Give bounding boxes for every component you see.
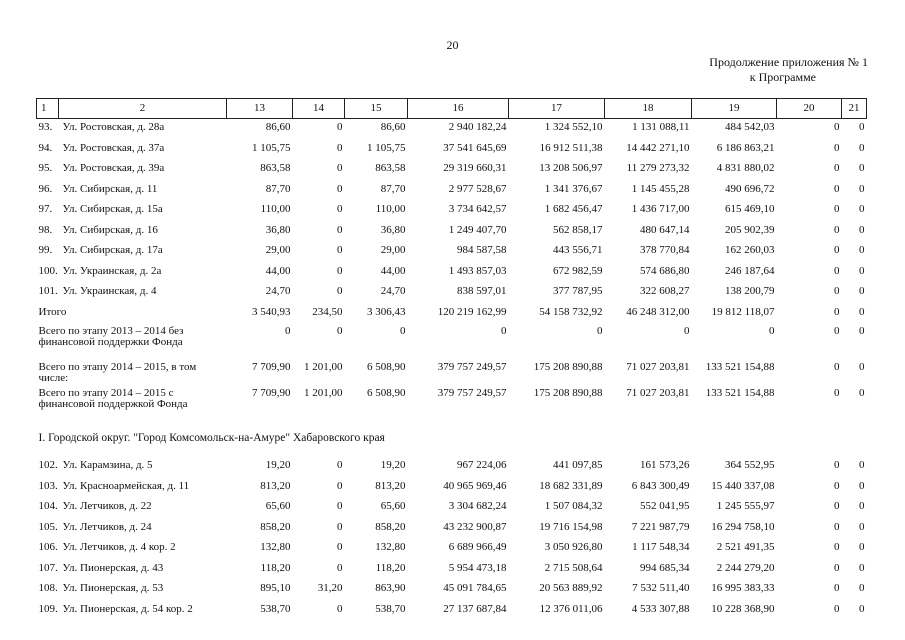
cell-13: 1 105,75 bbox=[252, 141, 291, 154]
row-index: 109. bbox=[38, 602, 58, 615]
cell-13: 3 540,93 bbox=[252, 305, 291, 318]
cell-15: 3 306,43 bbox=[367, 305, 406, 318]
cell-20: 0 bbox=[834, 305, 840, 318]
table-row bbox=[37, 498, 867, 519]
summary-label: Всего по этапу 2014 – 2015 с финансовой поддержкой Фонда bbox=[38, 387, 188, 410]
row-index: 98. bbox=[38, 223, 53, 236]
cell-16: 2 940 182,24 bbox=[448, 121, 507, 133]
address-name: Ул. Пионерская, д. 43 bbox=[62, 561, 164, 574]
cell-14: 0 bbox=[337, 223, 343, 236]
cell-20: 0 bbox=[834, 387, 840, 399]
cell-20: 0 bbox=[834, 520, 840, 533]
cell-14: 0 bbox=[337, 162, 343, 174]
cell-18: 71 027 203,81 bbox=[626, 361, 690, 373]
address-name: Ул. Сибирская, д. 16 bbox=[62, 223, 158, 236]
cell-21: 0 bbox=[859, 141, 865, 154]
cell-13: 895,10 bbox=[260, 582, 291, 594]
cell-18: 378 770,84 bbox=[640, 244, 690, 256]
column-header: 16 bbox=[408, 99, 509, 119]
cell-19: 133 521 154,88 bbox=[705, 361, 775, 373]
cell-17: 54 158 732,92 bbox=[539, 305, 603, 318]
cell-17: 672 982,59 bbox=[553, 264, 603, 277]
summary-row bbox=[37, 360, 867, 386]
column-header: 14 bbox=[293, 99, 345, 119]
cell-18: 7 532 511,40 bbox=[632, 582, 690, 594]
cell-14: 0 bbox=[337, 479, 343, 492]
table-row bbox=[37, 457, 867, 478]
cell-21: 0 bbox=[859, 121, 865, 133]
cell-20: 0 bbox=[834, 244, 840, 256]
cell-17: 377 787,95 bbox=[553, 285, 603, 297]
cell-13: 36,80 bbox=[265, 223, 291, 236]
continuation-line-1: Продолжение приложения № 1 bbox=[709, 55, 868, 69]
address-name: Ул. Летчиков, д. 24 bbox=[62, 520, 152, 533]
cell-16: 379 757 249,57 bbox=[437, 361, 507, 373]
cell-16: 2 977 528,67 bbox=[448, 182, 507, 195]
cell-19: 615 469,10 bbox=[725, 203, 775, 215]
address-name: Ул. Пионерская, д. 53 bbox=[62, 582, 164, 594]
cell-17: 18 682 331,89 bbox=[539, 479, 603, 492]
cell-15: 29,00 bbox=[380, 244, 406, 256]
cell-18: 322 608,27 bbox=[640, 285, 690, 297]
cell-19: 15 440 337,08 bbox=[711, 479, 775, 492]
cell-21: 0 bbox=[859, 305, 865, 318]
cell-15: 1 105,75 bbox=[367, 141, 406, 154]
cell-13: 858,20 bbox=[260, 520, 291, 533]
address-name: Ул. Ростовская, д. 37а bbox=[62, 141, 165, 154]
cell-15: 6 508,90 bbox=[367, 361, 406, 373]
cell-13: 813,20 bbox=[260, 479, 291, 492]
table-row bbox=[37, 201, 867, 222]
table-row bbox=[37, 601, 867, 622]
cell-14: 1 201,00 bbox=[304, 361, 343, 373]
cell-19: 16 294 758,10 bbox=[711, 520, 775, 533]
cell-16: 6 689 966,49 bbox=[448, 541, 507, 553]
row-index: 94. bbox=[38, 141, 53, 154]
table-row bbox=[37, 560, 867, 581]
cell-19: 19 812 118,07 bbox=[711, 305, 775, 318]
cell-20: 0 bbox=[834, 325, 840, 337]
cell-20: 0 bbox=[834, 285, 840, 297]
section-title-row bbox=[37, 422, 867, 457]
cell-14: 0 bbox=[337, 264, 343, 277]
cell-19: 10 228 368,90 bbox=[711, 602, 775, 615]
cell-16: 29 319 660,31 bbox=[443, 162, 507, 174]
cell-21: 0 bbox=[859, 285, 865, 297]
cell-21: 0 bbox=[859, 520, 865, 533]
cell-19: 133 521 154,88 bbox=[705, 387, 775, 399]
cell-15: 863,58 bbox=[375, 162, 406, 174]
cell-20: 0 bbox=[834, 361, 840, 373]
row-index: 102. bbox=[38, 459, 58, 471]
cell-21: 0 bbox=[859, 602, 865, 615]
table-row bbox=[37, 478, 867, 499]
cell-20: 0 bbox=[834, 582, 840, 594]
cell-19: 6 186 863,21 bbox=[716, 141, 775, 154]
cell-19: 16 995 383,33 bbox=[711, 582, 775, 594]
table-row bbox=[37, 119, 867, 140]
cell-20: 0 bbox=[834, 203, 840, 215]
cell-14: 31,20 bbox=[317, 582, 343, 594]
cell-20: 0 bbox=[834, 602, 840, 615]
summary-label: Всего по этапу 2013 – 2014 без финансовой поддержки Фонда bbox=[38, 325, 184, 348]
cell-15: 118,20 bbox=[375, 561, 406, 574]
cell-18: 4 533 307,88 bbox=[631, 602, 690, 615]
table-row bbox=[37, 140, 867, 161]
cell-19: 364 552,95 bbox=[725, 459, 775, 471]
cell-16: 37 541 645,69 bbox=[443, 141, 507, 154]
cell-18: 46 248 312,00 bbox=[626, 305, 690, 318]
cell-16: 43 232 900,87 bbox=[443, 520, 507, 533]
cell-13: 86,60 bbox=[265, 121, 291, 133]
cell-17: 1 682 456,47 bbox=[544, 203, 603, 215]
address-name: Ул. Летчиков, д. 4 кор. 2 bbox=[62, 541, 176, 553]
cell-18: 1 436 717,00 bbox=[631, 203, 690, 215]
cell-16: 27 137 687,84 bbox=[443, 602, 507, 615]
cell-18: 6 843 300,49 bbox=[631, 479, 690, 492]
cell-20: 0 bbox=[834, 264, 840, 277]
cell-17: 20 563 889,92 bbox=[539, 582, 603, 594]
cell-14: 0 bbox=[337, 561, 343, 574]
cell-19: 2 521 491,35 bbox=[716, 541, 775, 553]
cell-14: 1 201,00 bbox=[304, 387, 343, 399]
cell-17: 443 556,71 bbox=[553, 244, 603, 256]
cell-18: 7 221 987,79 bbox=[631, 520, 690, 533]
row-index: 104. bbox=[38, 500, 58, 512]
total-label: Итого bbox=[38, 305, 67, 318]
row-index: 103. bbox=[38, 479, 58, 492]
cell-17: 1 507 084,32 bbox=[544, 500, 603, 512]
cell-15: 19,20 bbox=[380, 459, 406, 471]
cell-16: 5 954 473,18 bbox=[448, 561, 507, 574]
column-header: 18 bbox=[605, 99, 692, 119]
cell-20: 0 bbox=[834, 223, 840, 236]
cell-14: 0 bbox=[337, 520, 343, 533]
cell-16: 967 224,06 bbox=[457, 459, 507, 471]
cell-15: 6 508,90 bbox=[367, 387, 406, 399]
cell-15: 65,60 bbox=[380, 500, 406, 512]
address-name: Ул. Пионерская, д. 54 кор. 2 bbox=[62, 602, 193, 615]
cell-21: 0 bbox=[859, 459, 865, 471]
row-index: 97. bbox=[38, 203, 53, 215]
cell-16: 379 757 249,57 bbox=[437, 387, 507, 399]
cell-21: 0 bbox=[859, 561, 865, 574]
cell-13: 87,70 bbox=[265, 182, 291, 195]
cell-21: 0 bbox=[859, 162, 865, 174]
table-row bbox=[37, 539, 867, 560]
cell-16: 1 493 857,03 bbox=[448, 264, 507, 277]
cell-15: 858,20 bbox=[375, 520, 406, 533]
address-name: Ул. Украинская, д. 4 bbox=[62, 285, 157, 297]
cell-17: 19 716 154,98 bbox=[539, 520, 603, 533]
cell-17: 175 208 890,88 bbox=[533, 387, 603, 399]
cell-18: 14 442 271,10 bbox=[626, 141, 690, 154]
cell-19: 484 542,03 bbox=[725, 121, 775, 133]
cell-15: 36,80 bbox=[380, 223, 406, 236]
cell-16: 45 091 784,65 bbox=[443, 582, 507, 594]
cell-15: 87,70 bbox=[380, 182, 406, 195]
table-row bbox=[37, 283, 867, 304]
row-index: 101. bbox=[38, 285, 58, 297]
row-index: 107. bbox=[38, 561, 58, 574]
cell-16: 1 249 407,70 bbox=[448, 223, 507, 236]
cell-13: 538,70 bbox=[260, 602, 291, 615]
cell-15: 0 bbox=[400, 325, 406, 337]
cell-17: 2 715 508,64 bbox=[544, 561, 603, 574]
cell-18: 552 041,95 bbox=[640, 500, 690, 512]
cell-20: 0 bbox=[834, 500, 840, 512]
cell-19: 0 bbox=[769, 325, 775, 337]
address-name: Ул. Летчиков, д. 22 bbox=[62, 500, 152, 512]
address-name: Ул. Красноармейская, д. 11 bbox=[62, 479, 190, 492]
cell-14: 0 bbox=[337, 459, 343, 471]
cell-16: 120 219 162,99 bbox=[437, 305, 507, 318]
cell-16: 3 734 642,57 bbox=[448, 203, 507, 215]
cell-13: 44,00 bbox=[265, 264, 291, 277]
cell-14: 0 bbox=[337, 500, 343, 512]
table-row bbox=[37, 181, 867, 202]
column-header: 2 bbox=[59, 99, 227, 119]
row-index: 105. bbox=[38, 520, 58, 533]
cell-15: 813,20 bbox=[375, 479, 406, 492]
cell-20: 0 bbox=[834, 141, 840, 154]
table-row bbox=[37, 580, 867, 601]
cell-19: 162 260,03 bbox=[725, 244, 775, 256]
cell-15: 24,70 bbox=[380, 285, 406, 297]
summary-label: Всего по этапу 2014 – 2015, в том числе: bbox=[38, 361, 197, 384]
cell-15: 538,70 bbox=[375, 602, 406, 615]
cell-14: 0 bbox=[337, 182, 343, 195]
cell-18: 1 117 548,34 bbox=[632, 541, 690, 553]
cell-17: 562 858,17 bbox=[553, 223, 603, 236]
cell-13: 65,60 bbox=[265, 500, 291, 512]
cell-16: 838 597,01 bbox=[457, 285, 507, 297]
cell-14: 0 bbox=[337, 602, 343, 615]
cell-18: 1 145 455,28 bbox=[631, 182, 690, 195]
cell-20: 0 bbox=[834, 479, 840, 492]
cell-13: 24,70 bbox=[265, 285, 291, 297]
cell-15: 44,00 bbox=[380, 264, 406, 277]
cell-19: 1 245 555,97 bbox=[716, 500, 775, 512]
cell-13: 29,00 bbox=[265, 244, 291, 256]
address-name: Ул. Ростовская, д. 28а bbox=[62, 121, 165, 133]
table-row bbox=[37, 160, 867, 181]
row-index: 93. bbox=[38, 121, 53, 133]
cell-13: 863,58 bbox=[260, 162, 291, 174]
column-header: 21 bbox=[842, 99, 867, 119]
cell-18: 1 131 088,11 bbox=[632, 121, 690, 133]
cell-21: 0 bbox=[859, 361, 865, 373]
row-index: 96. bbox=[38, 182, 53, 195]
cell-15: 132,80 bbox=[375, 541, 406, 553]
cell-15: 110,00 bbox=[375, 203, 406, 215]
cell-14: 234,50 bbox=[312, 305, 343, 318]
column-header: 15 bbox=[345, 99, 408, 119]
cell-13: 7 709,90 bbox=[252, 361, 291, 373]
cell-20: 0 bbox=[834, 182, 840, 195]
cell-18: 71 027 203,81 bbox=[626, 387, 690, 399]
cell-17: 441 097,85 bbox=[553, 459, 603, 471]
cell-21: 0 bbox=[859, 500, 865, 512]
table-header-row bbox=[37, 99, 867, 119]
cell-17: 1 324 552,10 bbox=[544, 121, 603, 133]
cell-18: 480 647,14 bbox=[640, 223, 690, 236]
cell-18: 994 685,34 bbox=[640, 561, 690, 574]
cell-21: 0 bbox=[859, 479, 865, 492]
cell-21: 0 bbox=[859, 203, 865, 215]
cell-17: 0 bbox=[597, 325, 603, 337]
cell-19: 205 902,39 bbox=[725, 223, 775, 236]
cell-21: 0 bbox=[859, 264, 865, 277]
cell-19: 2 244 279,20 bbox=[716, 561, 775, 574]
cell-13: 0 bbox=[285, 325, 291, 337]
page-number: 20 bbox=[446, 38, 459, 52]
cell-14: 0 bbox=[337, 285, 343, 297]
cell-14: 0 bbox=[337, 203, 343, 215]
row-index: 100. bbox=[38, 264, 58, 277]
cell-15: 863,90 bbox=[375, 582, 406, 594]
cell-21: 0 bbox=[859, 182, 865, 195]
cell-21: 0 bbox=[859, 244, 865, 256]
total-row bbox=[37, 304, 867, 325]
table-row bbox=[37, 242, 867, 263]
cell-16: 3 304 682,24 bbox=[448, 500, 507, 512]
column-header: 13 bbox=[227, 99, 293, 119]
column-header: 20 bbox=[777, 99, 842, 119]
cell-15: 86,60 bbox=[380, 121, 406, 133]
table-row bbox=[37, 263, 867, 284]
cell-17: 16 912 511,38 bbox=[539, 141, 603, 154]
summary-row bbox=[37, 324, 867, 360]
cell-19: 4 831 880,02 bbox=[716, 162, 775, 174]
address-name: Ул. Ростовская, д. 39а bbox=[62, 162, 165, 174]
cell-14: 0 bbox=[337, 141, 343, 154]
cell-17: 13 208 506,97 bbox=[539, 162, 603, 174]
cell-21: 0 bbox=[859, 541, 865, 553]
row-index: 108. bbox=[38, 582, 58, 594]
row-index: 106. bbox=[38, 541, 58, 553]
address-name: Ул. Украинская, д. 2а bbox=[62, 264, 162, 277]
cell-17: 3 050 926,80 bbox=[544, 541, 603, 553]
column-header: 19 bbox=[692, 99, 777, 119]
cell-16: 984 587,58 bbox=[457, 244, 507, 256]
cell-18: 0 bbox=[684, 325, 690, 337]
column-header: 1 bbox=[37, 99, 59, 119]
cell-14: 0 bbox=[337, 325, 343, 337]
program-table bbox=[36, 98, 867, 621]
summary-row bbox=[37, 386, 867, 422]
cell-18: 161 573,26 bbox=[640, 459, 690, 471]
cell-20: 0 bbox=[834, 121, 840, 133]
cell-21: 0 bbox=[859, 582, 865, 594]
cell-20: 0 bbox=[834, 561, 840, 574]
cell-19: 490 696,72 bbox=[725, 182, 775, 195]
cell-21: 0 bbox=[859, 223, 865, 236]
cell-13: 132,80 bbox=[260, 541, 291, 553]
cell-14: 0 bbox=[337, 541, 343, 553]
cell-14: 0 bbox=[337, 244, 343, 256]
cell-20: 0 bbox=[834, 162, 840, 174]
row-index: 95. bbox=[38, 162, 53, 174]
cell-13: 7 709,90 bbox=[252, 387, 291, 399]
cell-13: 110,00 bbox=[260, 203, 291, 215]
cell-18: 11 279 273,32 bbox=[626, 162, 690, 174]
address-name: Ул. Сибирская, д. 17а bbox=[62, 244, 163, 256]
cell-20: 0 bbox=[834, 541, 840, 553]
address-name: Ул. Карамзина, д. 5 bbox=[62, 459, 153, 471]
cell-13: 118,20 bbox=[260, 561, 291, 574]
cell-21: 0 bbox=[859, 387, 865, 399]
cell-20: 0 bbox=[834, 459, 840, 471]
address-name: Ул. Сибирская, д. 15а bbox=[62, 203, 163, 215]
cell-16: 0 bbox=[501, 325, 507, 337]
row-index: 99. bbox=[38, 244, 53, 256]
section-title: I. Городской округ. "Город Комсомольск-на-Амуре" Хабаровского края bbox=[38, 432, 385, 444]
table-row bbox=[37, 519, 867, 540]
address-name: Ул. Сибирская, д. 11 bbox=[62, 182, 158, 195]
cell-19: 138 200,79 bbox=[725, 285, 775, 297]
cell-16: 40 965 969,46 bbox=[443, 479, 507, 492]
cell-13: 19,20 bbox=[265, 459, 291, 471]
cell-21: 0 bbox=[859, 325, 865, 337]
cell-18: 574 686,80 bbox=[640, 264, 690, 277]
cell-17: 175 208 890,88 bbox=[533, 361, 603, 373]
cell-14: 0 bbox=[337, 121, 343, 133]
table-row bbox=[37, 222, 867, 243]
column-header: 17 bbox=[509, 99, 605, 119]
cell-17: 12 376 011,06 bbox=[539, 602, 603, 615]
continuation-line-2: к Программе bbox=[749, 70, 816, 84]
cell-19: 246 187,64 bbox=[725, 264, 775, 277]
cell-17: 1 341 376,67 bbox=[544, 182, 603, 195]
